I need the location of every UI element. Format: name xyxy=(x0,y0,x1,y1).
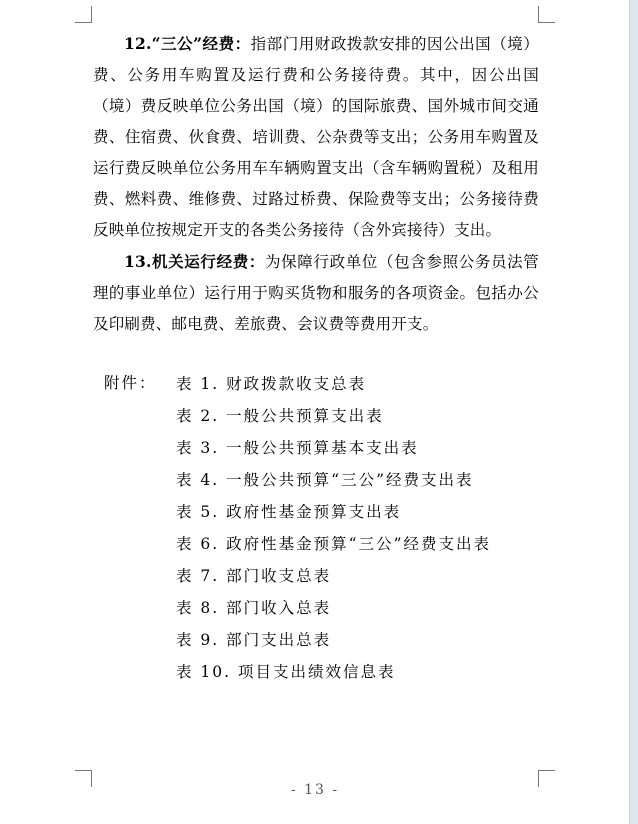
attachment-item-3: 表 3. 一般公共预算基本支出表 xyxy=(176,439,419,457)
paragraph-12 xyxy=(93,28,539,246)
attachment-item-2: 表 2. 一般公共预算支出表 xyxy=(176,407,384,425)
page-number: - 13 - xyxy=(290,782,340,798)
paragraph-12-text: 指部门用财政拨款安排的因公出国（境）费、公务用车购置及运行费和公务接待费。其中，因公出国（境）费反映单位公务出国（境）的国际旅费、国外城市间交通费、住宿费、伙食费、培训费、公杂费等支出；公务用车购置及运行费反映单位公务用车车辆购置支出（含车辆购置税）及租用费、燃料费、维修费、过路过桥费、保险费等支出；公务接待费反映单位按规定开支的各类公务接待（含外宾接待）支出。 xyxy=(93,35,539,239)
attachment-item-7: 表 7. 部门收支总表 xyxy=(176,567,332,585)
attachment-item-1: 表 1. 财政拨款收支总表 xyxy=(176,375,367,393)
attachment-item-8: 表 8. 部门收入总表 xyxy=(176,599,332,617)
attachment-item-6: 表 6. 政府性基金预算“三公”经费支出表 xyxy=(176,535,491,553)
paragraph-12-label: 12.“三公”经费： xyxy=(124,34,251,53)
attachment-item-4: 表 4. 一般公共预算“三公”经费支出表 xyxy=(176,471,474,489)
paragraph-13 xyxy=(93,246,539,340)
crop-mark-top-left xyxy=(75,6,92,23)
attachments-heading: 附件： xyxy=(104,374,157,392)
attachments-heading-row xyxy=(104,368,176,399)
attachment-item-9: 表 9. 部门支出总表 xyxy=(176,631,332,649)
attachment-item-10: 表 10. 项目支出绩效信息表 xyxy=(176,663,396,681)
attachments-list xyxy=(176,368,491,688)
document-body xyxy=(93,28,539,340)
viewer-scrollbar-edge[interactable] xyxy=(629,0,638,824)
paragraph-13-label: 13.机关运行经费： xyxy=(124,252,266,271)
paragraph-13-text: 为保障行政单位（包含参照公务员法管理的事业单位）运行用于购买货物和服务的各项资金。包括办公及印刷费、邮电费、差旅费、会议费等费用开支。 xyxy=(93,253,540,333)
attachment-item-5: 表 5. 政府性基金预算支出表 xyxy=(176,503,402,521)
crop-mark-top-right xyxy=(538,6,555,23)
